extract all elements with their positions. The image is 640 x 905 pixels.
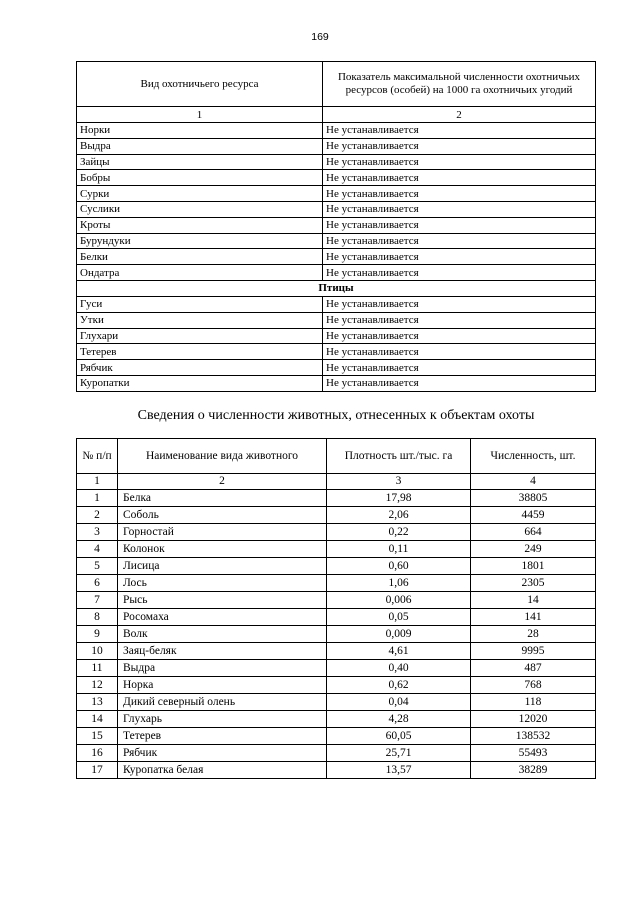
resource-indicator: Не устанавливается <box>323 249 596 265</box>
row-number: 12 <box>77 677 118 694</box>
row-number: 14 <box>77 711 118 728</box>
table2-header-density: Плотность шт./тыс. га <box>327 439 471 474</box>
table2-row <box>77 524 596 541</box>
section-heading-birds: Птицы <box>77 280 596 296</box>
resource-name: Куропатки <box>77 375 323 391</box>
table1-row <box>77 265 596 281</box>
row-number: 16 <box>77 745 118 762</box>
resource-indicator: Не устанавливается <box>323 265 596 281</box>
animal-density: 4,61 <box>327 643 471 660</box>
resource-name: Суслики <box>77 201 323 217</box>
table1-row <box>77 312 596 328</box>
table1-col-number: 2 <box>323 107 596 123</box>
table1-row <box>77 201 596 217</box>
resource-name: Глухари <box>77 328 323 344</box>
table1-row <box>77 186 596 202</box>
animal-density: 0,04 <box>327 694 471 711</box>
animal-count: 664 <box>471 524 596 541</box>
page-number: 169 <box>311 31 329 43</box>
resource-indicator: Не устанавливается <box>323 360 596 376</box>
animal-count: 4459 <box>471 507 596 524</box>
animal-name: Белка <box>118 490 327 507</box>
row-number: 7 <box>77 592 118 609</box>
animal-density: 4,28 <box>327 711 471 728</box>
table2-row <box>77 694 596 711</box>
animal-density: 0,40 <box>327 660 471 677</box>
table2-col-number: 4 <box>471 474 596 490</box>
resource-indicator: Не устанавливается <box>323 201 596 217</box>
resource-name: Зайцы <box>77 154 323 170</box>
table2-col-number: 3 <box>327 474 471 490</box>
animal-density: 13,57 <box>327 762 471 779</box>
row-number: 11 <box>77 660 118 677</box>
table1-header-indicator: Показатель максимальной численности охотничьих ресурсов (особей) на 1000 га охотничьих угодий <box>323 62 596 107</box>
animal-name: Горностай <box>118 524 327 541</box>
row-number: 5 <box>77 558 118 575</box>
animal-name: Лисица <box>118 558 327 575</box>
resource-name: Бобры <box>77 170 323 186</box>
animal-count: 249 <box>471 541 596 558</box>
animal-count: 9995 <box>471 643 596 660</box>
table1-section-row <box>77 280 596 296</box>
animal-name: Волк <box>118 626 327 643</box>
animal-density: 2,06 <box>327 507 471 524</box>
row-number: 17 <box>77 762 118 779</box>
table2-row <box>77 609 596 626</box>
table1-row <box>77 296 596 312</box>
resource-indicator: Не устанавливается <box>323 312 596 328</box>
row-number: 1 <box>77 490 118 507</box>
animal-name: Куропатка белая <box>118 762 327 779</box>
table1-column-numbers <box>77 107 596 123</box>
row-number: 8 <box>77 609 118 626</box>
resource-name: Тетерев <box>77 344 323 360</box>
table2-header-num: № п/п <box>77 439 118 474</box>
table2-row <box>77 490 596 507</box>
table1-header-resource: Вид охотничьего ресурса <box>77 62 323 107</box>
animal-count: 12020 <box>471 711 596 728</box>
animal-count: 141 <box>471 609 596 626</box>
table1-row <box>77 217 596 233</box>
table2-col-number: 2 <box>118 474 327 490</box>
animal-count: 28 <box>471 626 596 643</box>
animal-count: 487 <box>471 660 596 677</box>
animal-count: 118 <box>471 694 596 711</box>
table2-row <box>77 507 596 524</box>
animal-count: 55493 <box>471 745 596 762</box>
animal-count: 2305 <box>471 575 596 592</box>
resource-name: Сурки <box>77 186 323 202</box>
resource-name: Ондатра <box>77 265 323 281</box>
animal-count: 1801 <box>471 558 596 575</box>
resource-indicator: Не устанавливается <box>323 328 596 344</box>
table2-header-row <box>77 439 596 474</box>
animal-name: Рябчик <box>118 745 327 762</box>
table1-row <box>77 170 596 186</box>
hunting-resources-table <box>76 61 596 392</box>
resource-name: Норки <box>77 123 323 139</box>
table2-title: Сведения о численности животных, отнесенных к объектам охоты <box>137 408 535 423</box>
table1-header-row <box>77 62 596 107</box>
table1-col-number: 1 <box>77 107 323 123</box>
table2-row <box>77 541 596 558</box>
row-number: 2 <box>77 507 118 524</box>
table2-row <box>77 626 596 643</box>
row-number: 6 <box>77 575 118 592</box>
table1-row <box>77 123 596 139</box>
animal-name: Выдра <box>118 660 327 677</box>
animal-name: Норка <box>118 677 327 694</box>
table2-col-number: 1 <box>77 474 118 490</box>
table2-row <box>77 745 596 762</box>
animal-population-table <box>76 438 596 779</box>
animal-density: 0,11 <box>327 541 471 558</box>
table1-row <box>77 154 596 170</box>
animal-name: Рысь <box>118 592 327 609</box>
animal-density: 0,62 <box>327 677 471 694</box>
resource-indicator: Не устанавливается <box>323 154 596 170</box>
animal-name: Тетерев <box>118 728 327 745</box>
table1-row <box>77 233 596 249</box>
table2-row <box>77 677 596 694</box>
animal-name: Дикий северный олень <box>118 694 327 711</box>
table1-row <box>77 344 596 360</box>
table2-row <box>77 728 596 745</box>
animal-name: Глухарь <box>118 711 327 728</box>
resource-name: Белки <box>77 249 323 265</box>
row-number: 13 <box>77 694 118 711</box>
table1-row <box>77 360 596 376</box>
animal-density: 17,98 <box>327 490 471 507</box>
animal-name: Росомаха <box>118 609 327 626</box>
resource-indicator: Не устанавливается <box>323 344 596 360</box>
row-number: 4 <box>77 541 118 558</box>
resource-indicator: Не устанавливается <box>323 186 596 202</box>
animal-count: 38805 <box>471 490 596 507</box>
animal-count: 768 <box>471 677 596 694</box>
table2-row <box>77 558 596 575</box>
table2-row <box>77 711 596 728</box>
table1-row <box>77 249 596 265</box>
animal-density: 0,22 <box>327 524 471 541</box>
table2-header-name: Наименование вида животного <box>118 439 327 474</box>
table2-row <box>77 592 596 609</box>
table2-row <box>77 660 596 677</box>
table1-row <box>77 375 596 391</box>
resource-indicator: Не устанавливается <box>323 233 596 249</box>
resource-indicator: Не устанавливается <box>323 296 596 312</box>
animal-name: Заяц-беляк <box>118 643 327 660</box>
table2-header-count: Численность, шт. <box>471 439 596 474</box>
animal-density: 0,60 <box>327 558 471 575</box>
animal-density: 0,05 <box>327 609 471 626</box>
resource-name: Утки <box>77 312 323 328</box>
table1-row <box>77 138 596 154</box>
animal-name: Лось <box>118 575 327 592</box>
resource-indicator: Не устанавливается <box>323 123 596 139</box>
resource-indicator: Не устанавливается <box>323 375 596 391</box>
table1-row <box>77 328 596 344</box>
row-number: 3 <box>77 524 118 541</box>
animal-count: 38289 <box>471 762 596 779</box>
table2-row <box>77 575 596 592</box>
animal-density: 1,06 <box>327 575 471 592</box>
animal-density: 60,05 <box>327 728 471 745</box>
resource-name: Рябчик <box>77 360 323 376</box>
resource-indicator: Не устанавливается <box>323 170 596 186</box>
animal-density: 25,71 <box>327 745 471 762</box>
row-number: 10 <box>77 643 118 660</box>
resource-name: Гуси <box>77 296 323 312</box>
animal-density: 0,009 <box>327 626 471 643</box>
resource-name: Выдра <box>77 138 323 154</box>
row-number: 15 <box>77 728 118 745</box>
resource-indicator: Не устанавливается <box>323 138 596 154</box>
resource-name: Кроты <box>77 217 323 233</box>
table2-column-numbers <box>77 474 596 490</box>
animal-name: Соболь <box>118 507 327 524</box>
resource-name: Бурундуки <box>77 233 323 249</box>
animal-density: 0,006 <box>327 592 471 609</box>
row-number: 9 <box>77 626 118 643</box>
animal-count: 138532 <box>471 728 596 745</box>
animal-name: Колонок <box>118 541 327 558</box>
animal-count: 14 <box>471 592 596 609</box>
resource-indicator: Не устанавливается <box>323 217 596 233</box>
table2-row <box>77 643 596 660</box>
table2-row <box>77 762 596 779</box>
